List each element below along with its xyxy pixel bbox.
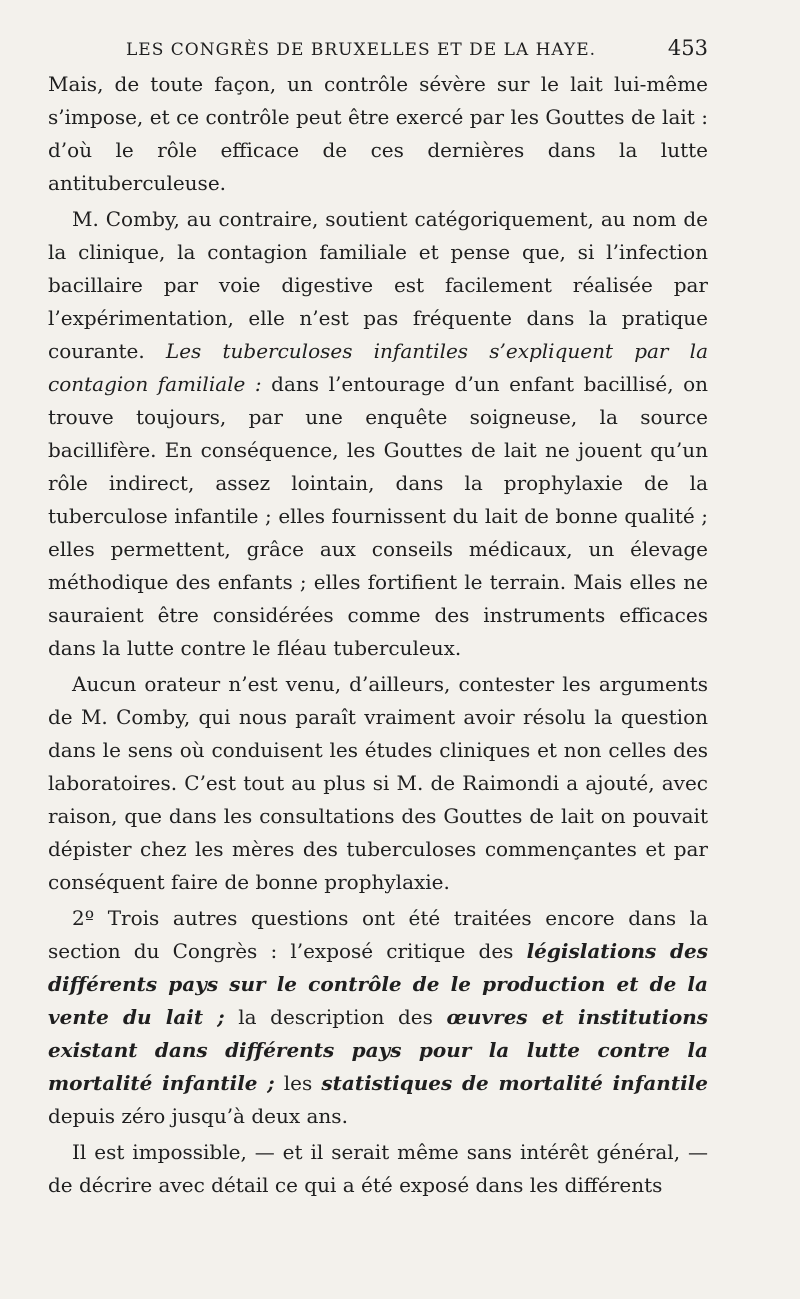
page-number: 453 xyxy=(667,36,708,60)
paragraph-5 xyxy=(48,1136,708,1202)
bold-italic-segment: statistiques de mortalité infantile xyxy=(321,1071,708,1095)
text-segment: M. Comby, au contraire, soutient catégoriquement, au nom de la clinique, la contagion familiale et pense que, si l’infection bacillaire par voie digestive est facilement réalisée par l’expérimentation, elle n’est pas fréquente dans la pratique courante. xyxy=(48,207,708,363)
text-segment: depuis zéro jusqu’à deux ans. xyxy=(48,1104,348,1128)
body-text xyxy=(48,68,708,1202)
bold-italic-segment: législations des différents pays sur le contrôle de le production et de la vente du lait ; xyxy=(48,939,708,1029)
paragraph-2 xyxy=(48,203,708,665)
text-segment: Aucun orateur n’est venu, d’ailleurs, contester les arguments de M. Comby, qui nous paraît vraiment avoir résolu la question dans le sens où conduisent les études cliniques et non celles des laboratoires. C’est tout au plus si M. de Raimondi a ajouté, avec raison, que dans les consultations des Gouttes de lait on pouvait dépister chez les mères des tuberculoses commençantes et par conséquent faire de bonne prophylaxie. xyxy=(48,672,708,894)
bold-italic-segment: œuvres et institutions existant dans différents pays pour la lutte contre la mortalité infantile ; xyxy=(48,1005,709,1095)
text-segment: dans l’entourage d’un enfant bacillisé, on trouve toujours, par une enquête soigneuse, la source bacillifère. En conséquence, les Gouttes de lait ne jouent qu’un rôle indirect, assez lointain, dans la prophylaxie de la tuberculose infantile ; elles fournissent du lait de bonne qualité ; elles permettent, grâce aux conseils médicaux, un élevage méthodique des enfants ; elles fortifient le terrain. Mais elles ne sauraient être considérées comme des instruments efficaces dans la lutte contre le fléau tuberculeux. xyxy=(48,372,709,660)
text-segment: Il est impossible, — et il serait même sans intérêt général, — de décrire avec détail ce qui a été exposé dans les différents xyxy=(48,1140,708,1197)
running-title: LES CONGRÈS DE BRUXELLES ET DE LA HAYE. xyxy=(126,40,597,60)
paragraph-3 xyxy=(48,668,708,899)
italic-segment: Les tuberculoses infantiles s’expliquent par la contagion familiale : xyxy=(48,339,708,396)
running-header xyxy=(48,36,708,60)
text-segment: les xyxy=(274,1071,322,1095)
text-segment: Mais, de toute façon, un contrôle sévère sur le lait lui-même s’impose, et ce contrôle peut être exercé par les Gouttes de lait : d’où le rôle efficace de ces dernières dans la lutte antituberculeuse. xyxy=(48,72,708,195)
paragraph-1 xyxy=(48,68,708,200)
text-segment: la description des xyxy=(224,1005,447,1029)
paragraph-4 xyxy=(48,902,708,1133)
text-segment: 2º Trois autres questions ont été traitées encore dans la section du Congrès : l’exposé critique des xyxy=(48,906,708,963)
